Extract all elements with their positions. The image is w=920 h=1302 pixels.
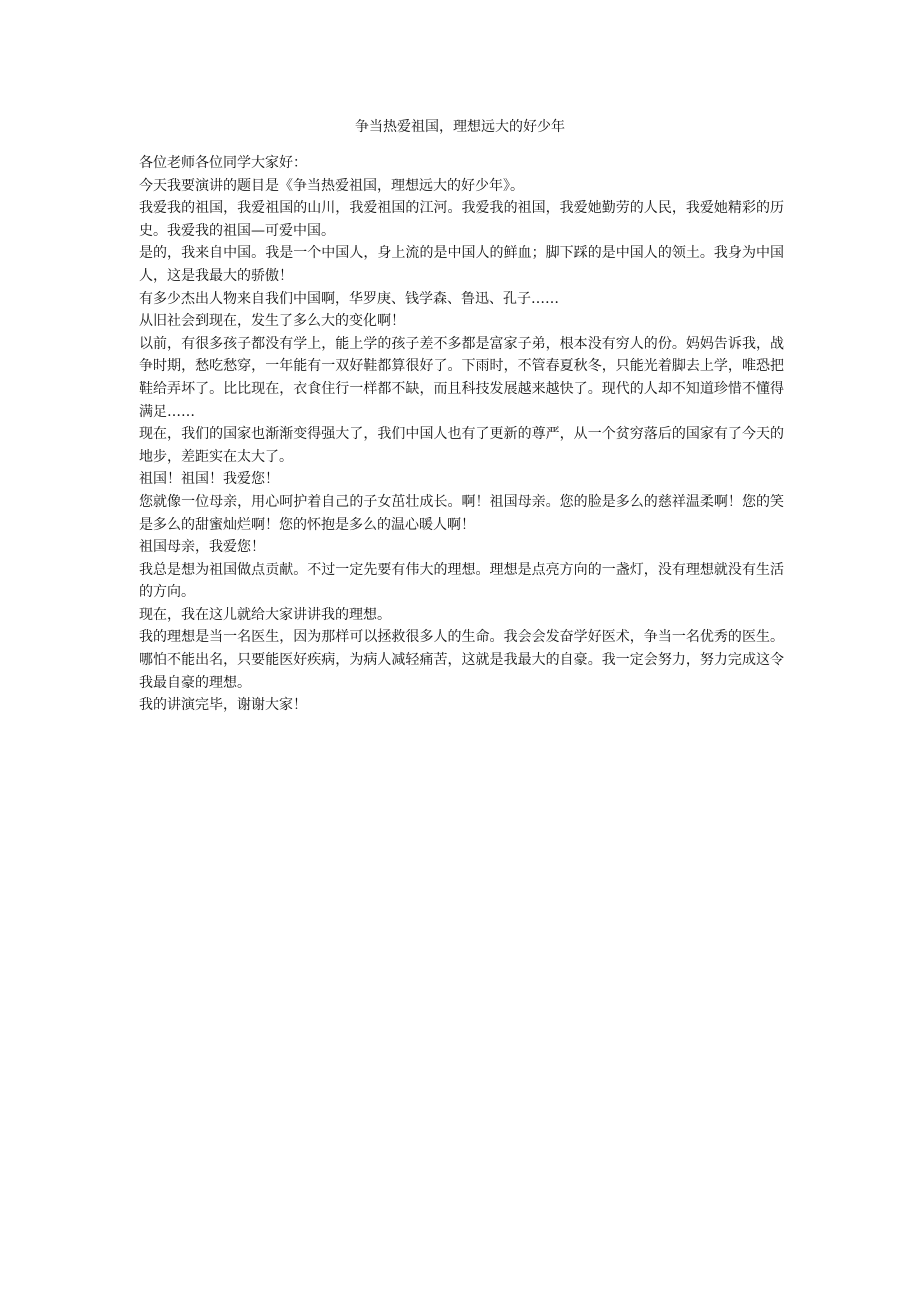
paragraph: 现在，我在这儿就给大家讲讲我的理想。 (139, 606, 391, 623)
paragraph: 祖国！祖国！我爱您！ (139, 471, 279, 488)
document-body (139, 152, 784, 717)
paragraph: 现在，我们的国家也渐渐变得强大了，我们中国人也有了更新的尊严，从一个贫穷落后的国家有了今天的地步，差距实在太大了。 (139, 426, 784, 465)
paragraph: 有多少杰出人物来自我们中国啊，华罗庚、钱学森、鲁迅、孔子…… (139, 290, 559, 307)
paragraph: 从旧社会到现在，发生了多么大的变化啊！ (139, 313, 405, 330)
paragraph: 我的理想是当一名医生，因为那样可以拯救很多人的生命。我会会发奋学好医术，争当一名优秀的医生。哪怕不能出名，只要能医好疾病，为病人减轻痛苦，这就是我最大的自豪。我一定会努力，努力完成这令我最自豪的理想。 (139, 629, 784, 691)
paragraph: 我的讲演完毕，谢谢大家！ (139, 697, 307, 714)
paragraph: 各位老师各位同学大家好： (139, 155, 307, 171)
paragraph: 祖国母亲，我爱您！ (139, 539, 265, 556)
paragraph: 我爱我的祖国，我爱祖国的山川，我爱祖国的江河。我爱我的祖国，我爱她勤劳的人民，我爱她精彩的历史。我爱我的祖国—可爱中国。 (139, 200, 784, 239)
paragraph: 您就像一位母亲，用心呵护着自己的子女茁壮成长。啊！祖国母亲。您的脸是多么的慈祥温柔啊！您的笑是多么的甜蜜灿烂啊！您的怀抱是多么的温心暖人啊！ (139, 493, 784, 533)
paragraph: 以前，有很多孩子都没有学上，能上学的孩子差不多都是富家子弟，根本没有穷人的份。妈妈告诉我，战争时期，愁吃愁穿，一年能有一双好鞋都算很好了。下雨时，不管春夏秋冬，只能光着脚去上学，唯恐把鞋给弄坏了。比比现在，衣食住行一样都不缺，而且科技发展越来越快了。现代的人却不知道珍惜不懂得满足…… (139, 335, 784, 420)
document-title: 争当热爱祖国，理想远大的好少年 (355, 119, 565, 135)
paragraph: 是的，我来自中国。我是一个中国人，身上流的是中国人的鲜血；脚下踩的是中国人的领土。我身为中国人，这是我最大的骄傲！ (139, 245, 784, 284)
paragraph: 今天我要演讲的题目是《争当热爱祖国，理想远大的好少年》。 (139, 177, 524, 194)
paragraph: 我总是想为祖国做点贡献。不过一定先要有伟大的理想。理想是点亮方向的一盏灯，没有理想就没有生活的方向。 (139, 561, 784, 601)
